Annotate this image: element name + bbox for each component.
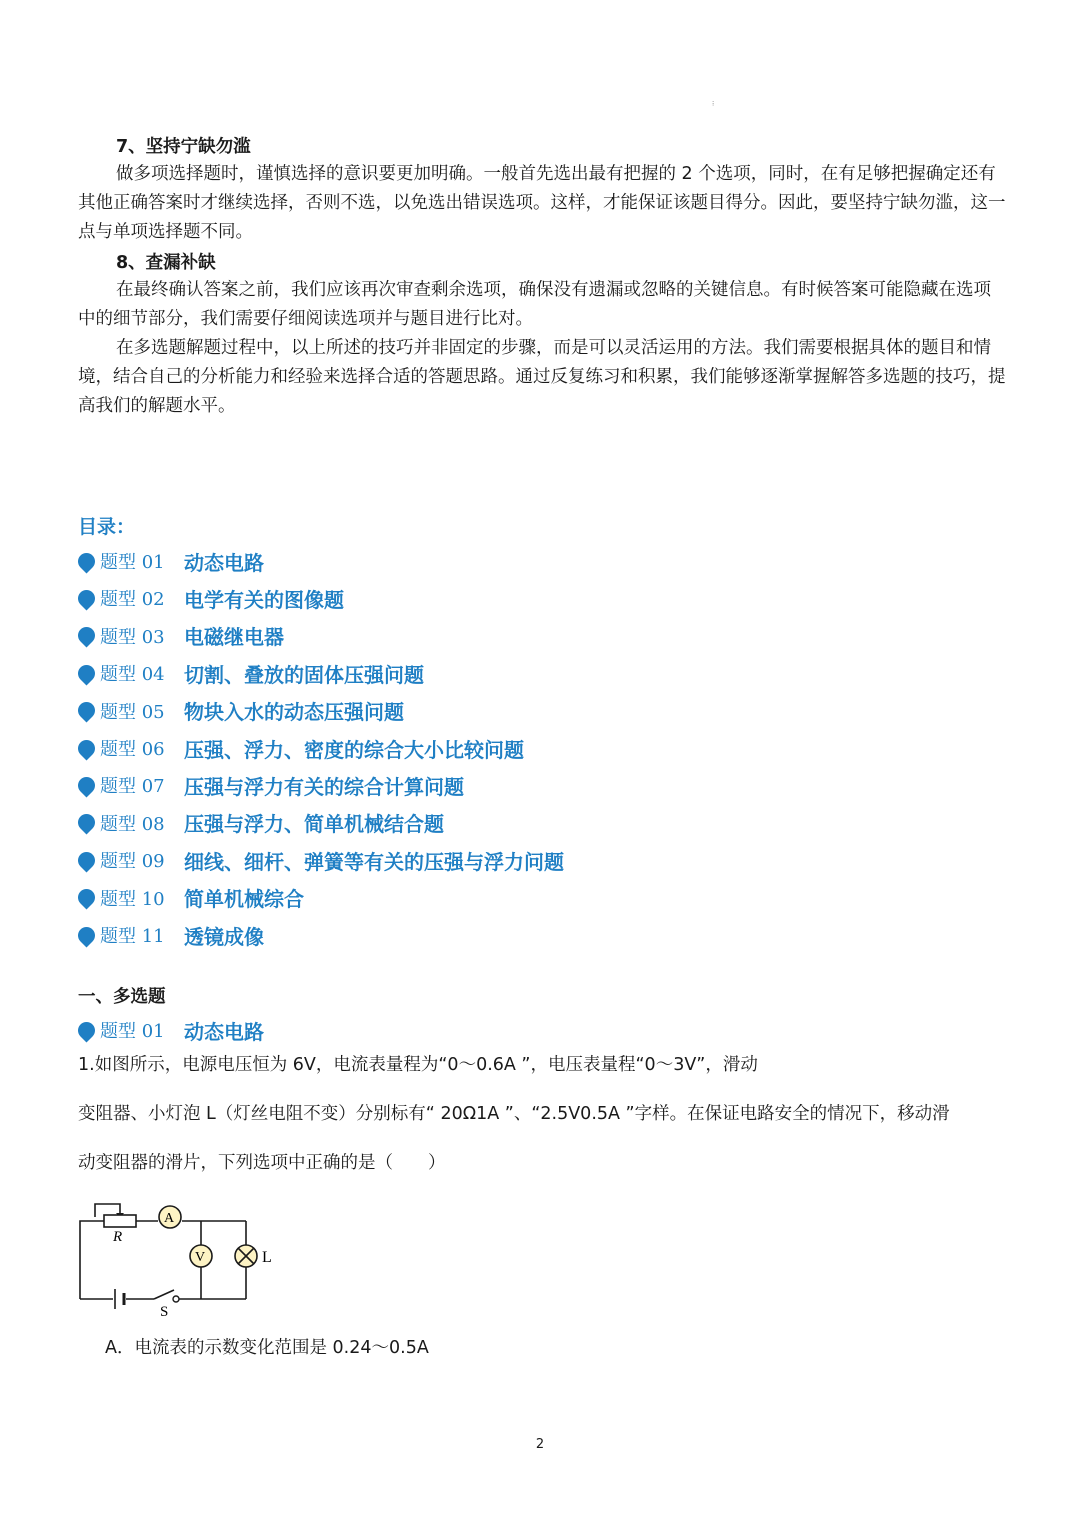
switch-label: S [160,1304,169,1320]
section-7-body: 做多项选择题时，谨慎选择的意识要更加明确。一般首先选出最有把握的 2 个选项，同时，在有足够把握确定还有其他正确答案时才继续选择，否则不选，以免选出错误选项。这样，才能保证该题目得分。因此，要坚持宁缺勿滥，这一点与单项选择题不同。 [78,164,1006,242]
section-8-heading: 8、查漏补缺 [116,253,216,273]
toc-item[interactable] [78,546,264,576]
toc-item-number: 题型 04 [100,664,165,686]
section-7-heading: 7、坚持宁缺勿滥 [116,137,251,157]
toc-item[interactable] [78,696,404,726]
bullet-icon [74,773,98,797]
toc-item-number: 题型 02 [100,589,165,611]
resistor-symbol [104,1215,136,1227]
bullet-icon [74,549,98,573]
section-8-body: 在最终确认答案之前，我们应该再次审查剩余选项，确保没有遗漏或忽略的关键信息。有时候答案可能隐藏在选项中的细节部分，我们需要仔细阅读选项并与题目进行比对。 [78,280,991,329]
toc-title: 目录： [78,516,136,538]
toc-item-number: 题型 11 [100,926,165,947]
wire-left [80,1221,104,1299]
switch-icon [154,1290,179,1302]
bullet-icon [74,624,98,648]
toc-item-number: 题型 07 [100,776,165,798]
toc-item-number: 题型 03 [100,626,165,648]
summary-paragraph: 在多选题解题过程中，以上所述的技巧并非固定的步骤，而是可以灵活运用的方法。我们需要根据具体的题目和情境，结合自己的分析能力和经验来选择合适的答题思路。通过反复练习和积累，我们能够逐渐掌握解答多选题的技巧，提高我们的解题水平。 [78,338,1006,416]
subtype-number: 题型 01 [100,1021,165,1042]
bullet-icon [74,848,98,872]
bullet-icon [74,586,98,610]
toc-item-name: 压强与浮力有关的综合计算问题 [184,774,464,799]
toc-item[interactable] [78,845,564,875]
battery-icon [115,1289,124,1309]
toc-item[interactable] [78,658,424,688]
bullet-icon [74,1018,98,1042]
toc-item-number: 题型 09 [100,851,165,873]
part-title: 一、多选题 [78,987,166,1007]
toc-item-name: 电学有关的图像题 [184,587,344,612]
subtype-name: 动态电路 [184,1019,264,1044]
bullet-icon [74,923,98,947]
toc-item[interactable] [78,621,284,651]
toc-item-name: 电磁继电器 [184,625,284,650]
toc-item-number: 题型 10 [100,888,165,910]
bullet-icon [74,811,98,835]
subtype-heading [78,1015,264,1045]
toc-item-name: 切割、叠放的固体压强问题 [184,662,424,687]
toc-item-name: 压强、浮力、密度的综合大小比较问题 [184,737,524,762]
toc-item[interactable] [78,883,304,913]
toc-item-name: 简单机械综合 [184,887,304,912]
question-line-2: 变阻器、小灯泡 L（灯丝电阻不变）分别标有“ 20Ω1A ”、“2.5V0.5A ”字样。在保证电路安全的情况下，移动滑 [78,1104,950,1124]
toc-item-name: 压强与浮力、简单机械结合题 [184,812,444,837]
toc-item[interactable] [78,808,444,838]
toc-item[interactable] [78,733,524,763]
lamp-label: L [262,1249,272,1266]
page-number: 2 [535,1437,545,1452]
question-line-3: 动变阻器的滑片，下列选项中正确的是（ ） [78,1153,446,1173]
top-mark: ⁝ [712,100,715,108]
circuit-diagram [76,1196,286,1320]
toc-item[interactable] [78,770,464,800]
bullet-icon [74,736,98,760]
toc-item-name: 物块入水的动态压强问题 [184,700,404,725]
ammeter-label: A [164,1211,175,1226]
lamp-icon [235,1245,257,1267]
toc-item-number: 题型 05 [100,701,165,723]
option-a: A．电流表的示数变化范围是 0.24～0.5A [105,1338,429,1358]
question-line-1: 1.如图所示，电源电压恒为 6V，电流表量程为“0～0.6A ”，电压表量程“0～3V”，滑动 [78,1055,758,1075]
toc-item-name: 动态电路 [184,550,264,575]
toc-item-number: 题型 06 [100,739,165,760]
toc-item-number: 题型 08 [100,813,165,835]
voltmeter-label: V [195,1250,206,1265]
bullet-icon [74,661,98,685]
resistor-label: R [113,1229,123,1245]
toc-item-name: 透镜成像 [184,924,264,949]
bullet-icon [74,886,98,910]
toc-item-number: 题型 01 [100,552,165,573]
bullet-icon [74,699,98,723]
toc-item-name: 细线、细杆、弹簧等有关的压强与浮力问题 [184,849,564,874]
toc-item[interactable] [78,920,264,950]
toc-item[interactable] [78,583,344,613]
